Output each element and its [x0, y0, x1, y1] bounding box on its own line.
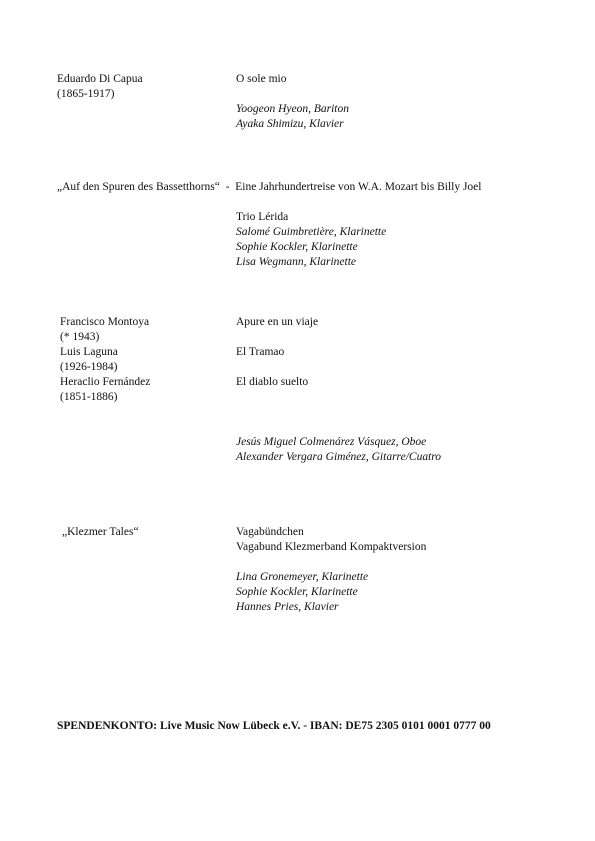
- ensemble-name: Vagabündchen: [236, 526, 304, 538]
- ensemble-name: Trio Lérida: [236, 211, 289, 223]
- donation-account: SPENDENKONTO: Live Music Now Lübeck e.V. - IBAN: DE75 2305 0101 0001 0777 00: [57, 720, 491, 732]
- performer: Jesús Miguel Colmenárez Vásquez, Oboe: [236, 436, 427, 448]
- performer: Sophie Kockler, Klarinette: [236, 241, 358, 253]
- composer-years: (1926-1984): [60, 361, 118, 373]
- performer: Lisa Wegmann, Klarinette: [236, 256, 357, 268]
- performer: Alexander Vergara Giménez, Gitarre/Cuatro: [236, 451, 442, 463]
- program-title: [57, 180, 482, 195]
- piece-title: El diablo suelto: [236, 376, 309, 388]
- performer: Lina Gronemeyer, Klarinette: [236, 571, 369, 583]
- program-title-quote: „Auf den Spuren des Bassetthorns“: [57, 181, 220, 193]
- composer-name: Eduardo Di Capua: [57, 73, 143, 85]
- program-subtitle: Eine Jahrhundertreise von W.A. Mozart bis Billy Joel: [235, 181, 482, 193]
- composer-name: Heraclio Fernández: [60, 376, 151, 388]
- piece-title: O sole mio: [236, 73, 287, 85]
- program-title: „Klezmer Tales“: [62, 526, 139, 538]
- composer-name: Luis Laguna: [60, 346, 118, 358]
- piece-title: Apure en un viaje: [236, 316, 319, 328]
- performer: Yoogeon Hyeon, Bariton: [236, 103, 349, 115]
- performer: Hannes Pries, Klavier: [236, 601, 339, 613]
- composer-years: (1851-1886): [60, 391, 118, 403]
- piece-title: El Tramao: [236, 346, 285, 358]
- program-separator: -: [225, 181, 230, 193]
- composer-years: (* 1943): [60, 331, 100, 343]
- performer: Salomé Guimbretière, Klarinette: [236, 226, 387, 238]
- performer: Ayaka Shimizu, Klavier: [236, 118, 344, 130]
- ensemble-name: Vagabund Klezmerband Kompaktversion: [236, 541, 427, 553]
- composer-name: Francisco Montoya: [60, 316, 150, 328]
- performer: Sophie Kockler, Klarinette: [236, 586, 358, 598]
- composer-years: (1865-1917): [57, 88, 115, 100]
